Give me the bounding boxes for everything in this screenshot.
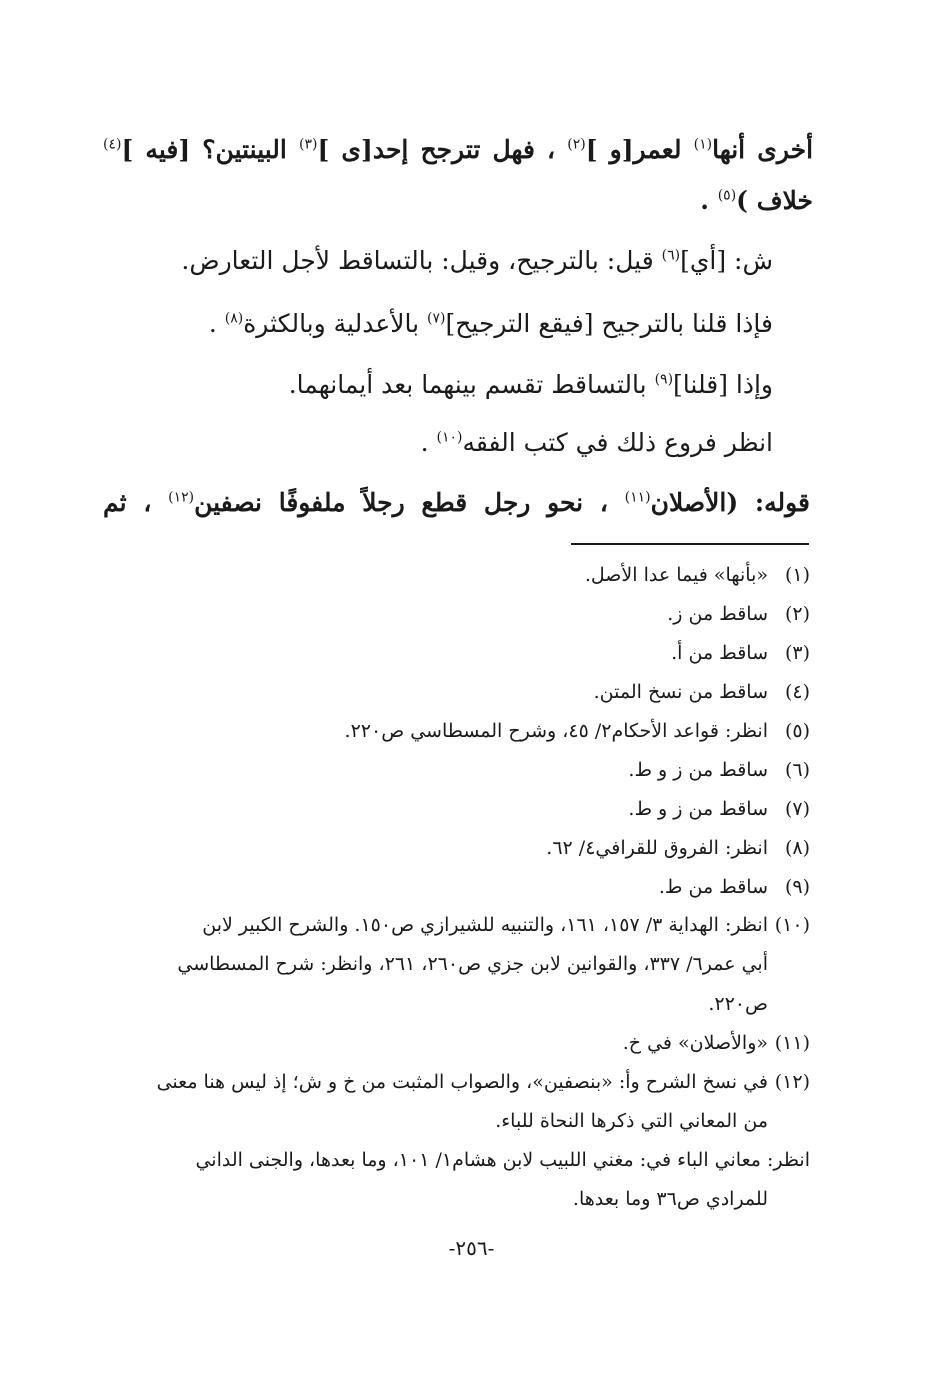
footnote-1 bbox=[100, 562, 810, 589]
footnote-number: (٥) bbox=[784, 720, 810, 742]
footnote-number: (١) bbox=[784, 564, 810, 586]
footnote-text: ساقط من ز و ط. bbox=[628, 798, 768, 820]
footnote-number: (٣) bbox=[784, 642, 810, 664]
text-segment: ، ثم bbox=[103, 488, 169, 517]
footnote-number: (١٢) bbox=[774, 1071, 810, 1093]
footnote-text: انظر: الهداية ٣/ ١٥٧، ١٦١، والتنبيه للشيرازي ص١٥٠. والشرح الكبير لابن bbox=[202, 914, 768, 936]
footnote-10 bbox=[100, 912, 810, 939]
footnote-5 bbox=[100, 718, 810, 745]
footnote-number: (٦) bbox=[784, 759, 810, 781]
footnote-12-continuation bbox=[100, 1186, 768, 1213]
footnote-12-continuation bbox=[100, 1108, 768, 1135]
footnote-ref: (١١) bbox=[624, 489, 651, 506]
text-segment: ، فهل تترجح إحد[ى ] bbox=[317, 135, 568, 164]
footnote-number: (١٠) bbox=[774, 914, 810, 936]
text-segment: ش: [أي] bbox=[680, 246, 773, 275]
footnote-number: (٢) bbox=[784, 603, 810, 625]
footnote-ref: (٤) bbox=[103, 136, 122, 153]
footnote-ref: (٣) bbox=[299, 136, 318, 153]
footnote-ref: (٨) bbox=[224, 310, 244, 327]
footnote-6 bbox=[100, 757, 810, 784]
main-text-line-7 bbox=[103, 486, 810, 520]
text-segment: . bbox=[700, 186, 718, 215]
footnote-12-continuation bbox=[100, 1147, 810, 1174]
footnote-separator bbox=[571, 543, 809, 545]
footnote-text: ساقط من أ. bbox=[671, 642, 768, 664]
text-segment: ، نحو رجل قطع رجلاً ملفوفًا نصفين bbox=[194, 488, 625, 517]
footnote-3 bbox=[100, 640, 810, 667]
footnote-text: أبي عمر٦/ ٣٣٧، والقوانين لابن جزي ص٢٦٠، ٢٦١، وانظر: شرح المسطاسي bbox=[177, 953, 768, 975]
main-text-line-3 bbox=[103, 244, 773, 278]
main-text-line-1 bbox=[103, 133, 813, 167]
footnote-ref: (١٢) bbox=[168, 489, 195, 506]
text-segment: انظر فروع ذلك في كتب الفقه bbox=[462, 428, 773, 457]
text-segment: قيل: بالترجيح، وقيل: بالتساقط لأجل التعارض. bbox=[181, 246, 662, 275]
main-text-line-5 bbox=[103, 368, 773, 402]
text-segment: لعمر[و ] bbox=[585, 135, 694, 164]
footnote-number: (١١) bbox=[774, 1032, 810, 1054]
main-text-line-6 bbox=[103, 426, 773, 460]
footnote-number: (٩) bbox=[784, 876, 810, 898]
text-segment: بالتساقط تقسم بينهما بعد أيمانهما. bbox=[288, 370, 655, 399]
footnote-2 bbox=[100, 601, 810, 628]
text-segment: خلاف ) bbox=[736, 186, 813, 215]
footnote-ref: (٢) bbox=[567, 136, 586, 153]
footnote-ref: (٩) bbox=[654, 371, 674, 388]
footnote-7 bbox=[100, 796, 810, 823]
text-segment: البينتين؟ [فيه ] bbox=[121, 135, 299, 164]
footnote-text: ساقط من ز. bbox=[667, 603, 768, 625]
page-number: -٢٥٦- bbox=[448, 1236, 495, 1260]
text-segment: . bbox=[208, 309, 225, 338]
footnote-text: ساقط من ط. bbox=[658, 876, 768, 898]
footnote-ref: (٥) bbox=[717, 187, 737, 204]
footnote-text: «بأنها» فيما عدا الأصل. bbox=[584, 564, 768, 586]
footnote-text: ساقط من ز و ط. bbox=[628, 759, 768, 781]
footnote-text: ص٢٢٠. bbox=[708, 993, 768, 1015]
text-segment: بالأعدلية وبالكثرة bbox=[243, 309, 428, 338]
footnote-text: «والأصلان» في خ. bbox=[622, 1032, 768, 1054]
footnote-11 bbox=[100, 1030, 810, 1057]
footnote-12 bbox=[100, 1069, 810, 1096]
text-segment: قوله: (الأصلان bbox=[650, 488, 810, 517]
main-text-line-2 bbox=[103, 184, 813, 218]
footnote-text: انظر: معاني الباء في: مغني اللبيب لابن هشام١/ ١٠١، وما بعدها، والجنى الداني bbox=[195, 1149, 810, 1171]
footnote-number: (٤) bbox=[784, 681, 810, 703]
text-segment: . bbox=[420, 428, 437, 457]
footnote-10-continuation bbox=[100, 991, 768, 1018]
footnote-4 bbox=[100, 679, 810, 706]
main-text-line-4 bbox=[103, 307, 773, 341]
footnote-8 bbox=[100, 835, 810, 862]
footnote-ref: (٦) bbox=[661, 247, 681, 264]
footnote-number: (٧) bbox=[784, 798, 810, 820]
text-segment: فإذا قلنا بالترجيح [فيقع الترجيح] bbox=[445, 309, 773, 338]
footnote-ref: (١٠) bbox=[436, 429, 463, 446]
footnote-text: للمرادي ص٣٦ وما بعدها. bbox=[572, 1188, 768, 1210]
text-segment: أخرى أنها bbox=[712, 135, 814, 164]
footnote-text: انظر: الفروق للقرافي٤/ ٦٢. bbox=[546, 837, 768, 859]
text-segment: وإذا [قلنا] bbox=[673, 370, 773, 399]
footnote-10-continuation bbox=[100, 951, 768, 978]
footnote-ref: (٧) bbox=[427, 310, 446, 327]
footnote-9 bbox=[100, 874, 810, 901]
footnote-text: ساقط من نسخ المتن. bbox=[593, 681, 768, 703]
footnote-number: (٨) bbox=[784, 837, 810, 859]
footnote-ref: (١) bbox=[693, 136, 713, 153]
footnote-text: في نسخ الشرح وأ: «بنصفين»، والصواب المثبت من خ و ش؛ إذ ليس هنا معنى bbox=[156, 1071, 768, 1093]
footnote-text: انظر: قواعد الأحكام٢/ ٤٥، وشرح المسطاسي ص٢٢٠. bbox=[344, 720, 768, 742]
footnote-text: من المعاني التي ذكرها النحاة للباء. bbox=[495, 1110, 768, 1132]
